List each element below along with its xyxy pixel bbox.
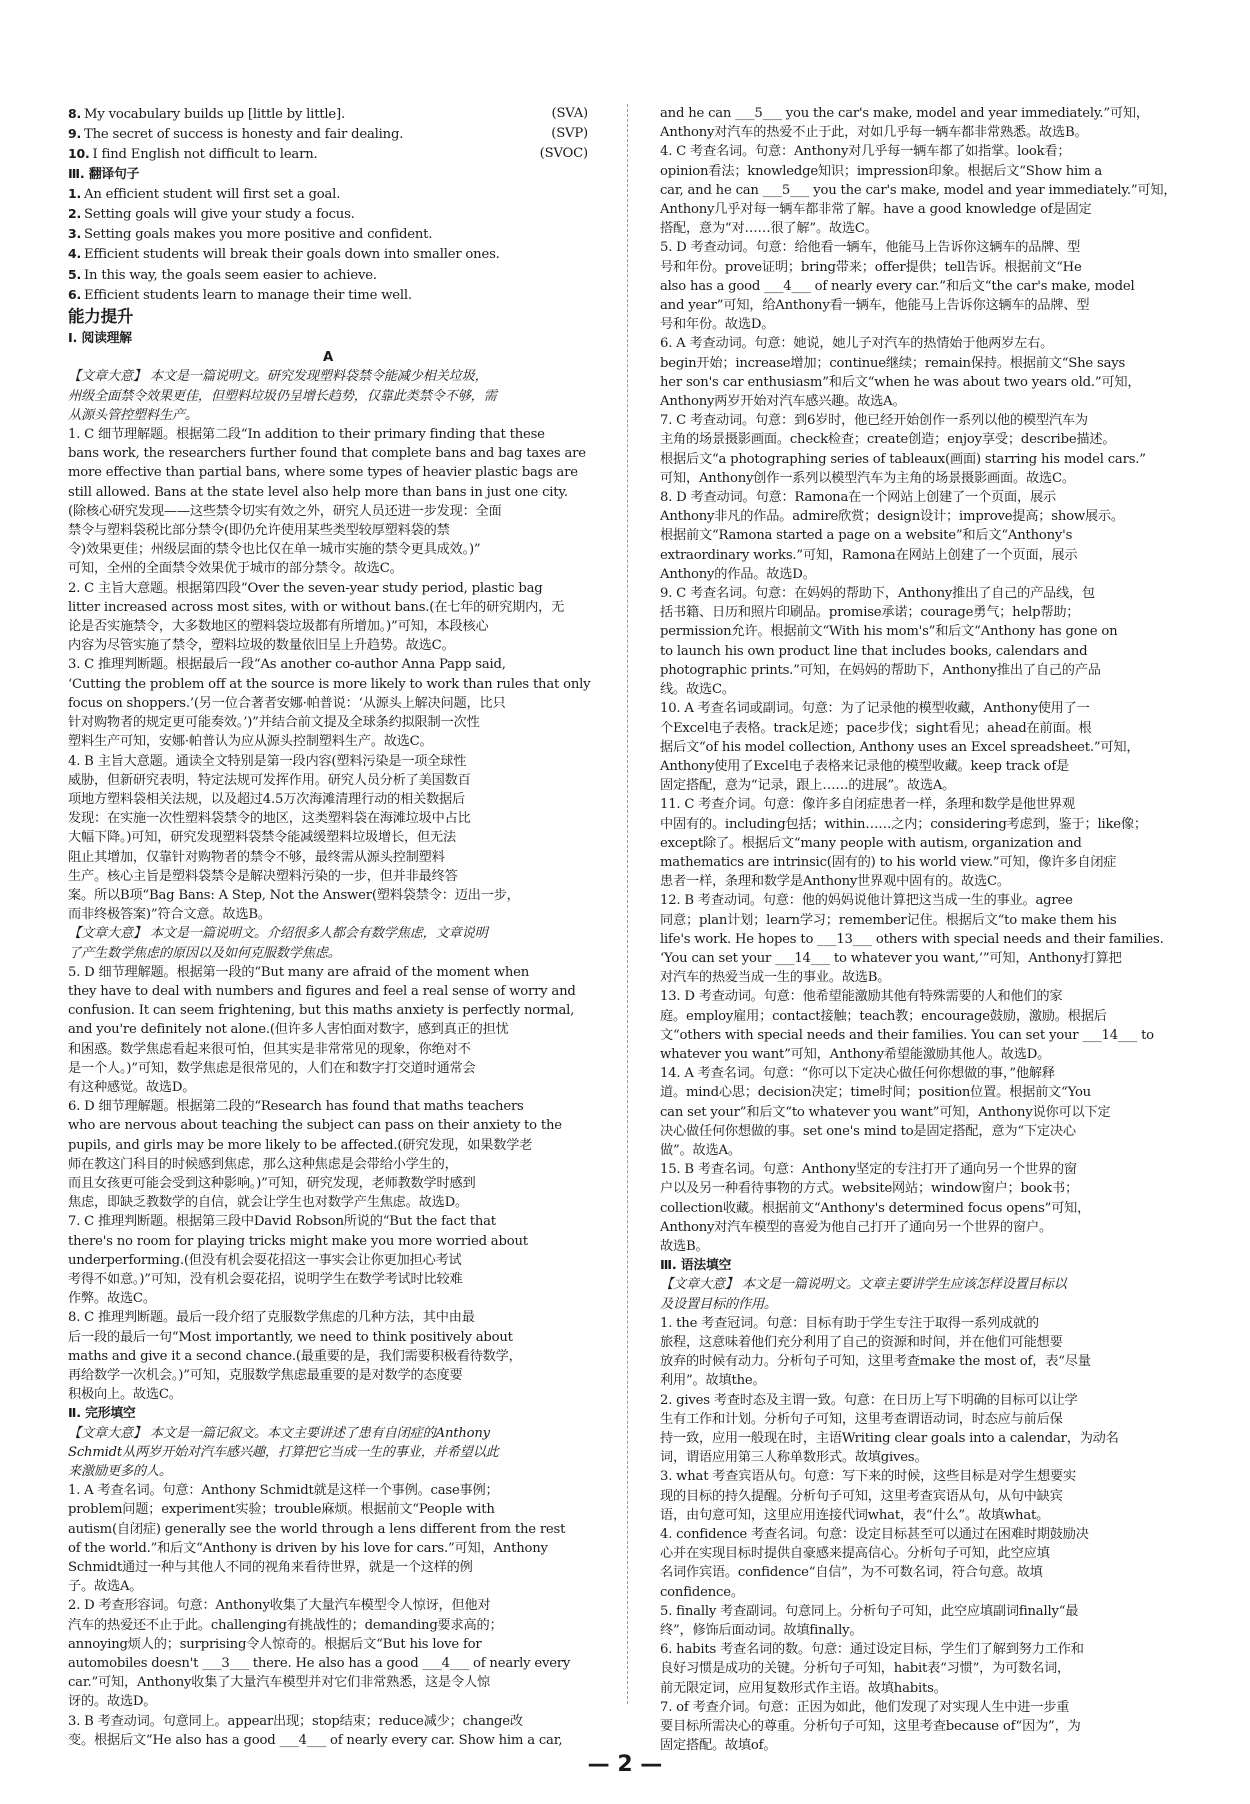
answer-line: 变。根据后文“He also has a good ___4___ of nearly every car. Show him a car, xyxy=(68,1732,563,1748)
answer-line: 1. A 考查名词。句意：Anthony Schmidt就是这样一个事例。case事例； xyxy=(68,1483,499,1499)
answer-line: 据后文“of his model collection, Anthony uses an Excel spreadsheet.”可知， xyxy=(660,739,1140,755)
sentence: My vocabulary builds up [little by little]. xyxy=(84,107,345,122)
answer-line: 决心做任何你想做的事。set one's mind to是固定搭配，意为“下定决心 xyxy=(660,1123,1076,1139)
answer-line: 固定搭配。故填of。 xyxy=(660,1738,777,1754)
answer-line: 同意；plan计划；learn学习；remember记住。根据后文“to make them his xyxy=(660,912,1117,928)
answer-line: (除核心研究发现——这些禁令切实有效之外，研究人员还进一步发现：全面 xyxy=(68,503,502,519)
item-number: 9. xyxy=(68,126,82,142)
answer-line: 患者一样，条理和数学是Anthony世界观中固有的。故选C。 xyxy=(660,874,1010,890)
item-number: 2. xyxy=(68,206,82,222)
answer-line: 2. gives 考查时态及主谓一致。句意：在日历上写下明确的目标可以让学 xyxy=(660,1392,1078,1408)
answer-line: whatever you want”可知，Anthony希望能激励其他人。故选D。 xyxy=(660,1046,1051,1062)
answer-line: 放弃的时候有动力。分析句子可知，这里考查make the most of，表“尽量 xyxy=(660,1354,1091,1370)
summary-line: Schmidt从两岁开始对汽车感兴趣，打算把它当成一生的事业，并希望以此 xyxy=(68,1444,499,1460)
summary-line: 【文章大意】 本文是一篇说明文。文章主要讲学生应该怎样设置目标以 xyxy=(660,1277,1067,1293)
answer-line: pupils, and girls may be more likely to be affected.(研究发现，如果数学老 xyxy=(68,1137,533,1153)
answer-line: and year”可知，给Anthony看一辆车，他能马上告诉你这辆车的品牌、型 xyxy=(660,298,1090,314)
answer-line: 6. D 细节理解题。根据第二段的“Research has found that maths teachers xyxy=(68,1099,524,1115)
answer-line: 有这种感觉。故选D。 xyxy=(68,1079,196,1095)
answer-line: 4. C 考查名词。句意：Anthony对几乎每一辆车都了如指掌。look看； xyxy=(660,144,1071,160)
answer-line: of the world.”和后文“Anthony is driven by his love for cars.”可知，Anthony xyxy=(68,1540,548,1556)
sentence: The secret of success is honesty and fair dealing. xyxy=(84,127,404,143)
answer-line: 生产。核心主旨是塑料袋禁令是解决塑料污染的一步，但并非最终答 xyxy=(68,868,458,884)
passage-label: A xyxy=(322,350,333,366)
answer-line: 针对购物者的规定更可能奏效。’)”并结合前文提及全球条约拟限制一次性 xyxy=(68,715,480,731)
section-title: Ⅰ. 阅读理解 xyxy=(68,331,132,347)
answer-line: 是一个人。)”可知，数学焦虑是很常见的，人们在和数字打交道时通常会 xyxy=(68,1060,476,1076)
answer-line: 名词作宾语。confidence“自信”，为不可数名词，符合句意。故填 xyxy=(660,1565,1043,1581)
answer-line: permission允许。根据前文“With his mom's”和后文“Anthony has gone on xyxy=(660,624,1118,640)
answer-line: more effective than partial bans, where some types of heavier plastic bags are xyxy=(68,465,578,481)
answer-line: 6. A 考查动词。句意：她说，她儿子对汽车的热情始于他两岁左右。 xyxy=(660,336,1054,352)
section-title: Ⅱ. 完形填空 xyxy=(68,1406,136,1422)
answer-line: 生有工作和计划。分析句子可知，这里考查谓语动词，时态应与前后保 xyxy=(660,1411,1063,1427)
answer-line: 子。故选A。 xyxy=(68,1579,143,1595)
section-title: Ⅲ. 语法填空 xyxy=(660,1258,732,1274)
structure-tag: (SVP) xyxy=(551,126,588,142)
answer-line: and you're definitely not alone.(但许多人害怕面对数字，感到真正的担忧 xyxy=(68,1022,509,1038)
answer-line: 论是否实施禁令，大多数地区的塑料袋垃圾都有所增加。)”可知，本段核心 xyxy=(68,619,489,635)
answer-line: Anthony非凡的作品。admire欣赏；design设计；improve提高；show展示。 xyxy=(660,509,1124,525)
answer-line: 7. of 考查介词。句意：正因为如此，他们发现了对实现人生中进一步重 xyxy=(660,1699,1070,1715)
answer-line: 师在教这门科目的时候感到焦虑，那么这种焦虑是会带给小学生的， xyxy=(68,1156,458,1172)
answer-line: 7. C 考查动词。句意：到6岁时，他已经开始创作一系列以他的模型汽车为 xyxy=(660,413,1088,429)
answer-line: 旅程，这意味着他们充分利用了自己的资源和时间，并在他们可能想要 xyxy=(660,1335,1063,1350)
answer-line: 语，由句意可知，这里应用连接代词what，表“什么”。故填what。 xyxy=(660,1507,1050,1523)
answer-line: 禁令与塑料袋税比部分禁令(即仍允许使用某些类型较厚塑料袋的禁 xyxy=(68,523,450,539)
sentence-text xyxy=(68,124,403,144)
answer-line: also has a good ___4___ of nearly every car.”和后文“the car's make, model xyxy=(660,278,1135,294)
answer-line: 和困惑。数学焦虑看起来很可怕，但其实是非常常见的现象，你绝对不 xyxy=(68,1041,471,1057)
answer-line: bans work, the researchers further found that complete bans and bag taxes are xyxy=(68,446,586,462)
answer-line: Anthony对汽车模型的喜爱为他自己打开了通向另一个世界的窗户。 xyxy=(660,1219,1052,1235)
answer-line: 8. C 推理判断题。最后一段介绍了克服数学焦虑的几种方法，其中由最 xyxy=(68,1310,475,1326)
answer-line: 搭配，意为“对……很了解”。故选C。 xyxy=(660,221,878,237)
summary-line: 了产生数学焦虑的原因以及如何克服数学焦虑。 xyxy=(68,945,341,961)
answer-line: 13. D 考查动词。句意：他希望能激励其他有特殊需要的人和他们的家 xyxy=(660,989,1063,1005)
translation-text: Efficient students will break their goals down into smaller ones. xyxy=(84,247,500,263)
answer-line: 14. A 考查名词。句意：“你可以下定决心做任何你想做的事，”他解释 xyxy=(660,1066,1055,1082)
answer-line: 现的目标的持久提醒。分析句子可知，这里考查宾语从句，从句中缺宾 xyxy=(660,1488,1063,1504)
answer-line: photographic prints.”可知，在妈妈的帮助下，Anthony推出了自己的产品 xyxy=(660,662,1101,678)
answer-line: 7. C 推理判断题。根据第三段中David Robson所说的“But the fact that xyxy=(68,1214,496,1230)
answer-line: 1. C 细节理解题。根据第二段“In addition to their primary finding that these xyxy=(68,427,545,443)
answer-line: maths and give it a second chance.(最重要的是，我们需要积极看待数学， xyxy=(68,1348,522,1364)
item-number: 6. xyxy=(68,286,82,302)
sentence-text xyxy=(68,104,345,124)
answer-line: 3. B 考查动词。句意同上。appear出现；stop结束；reduce减少；change改 xyxy=(68,1713,523,1729)
answer-line: 威胁，但新研究表明，特定法规可发挥作用。研究人员分析了美国数百 xyxy=(68,772,471,788)
answer-line: 3. C 推理判断题。根据最后一段“As another co-author Anna Papp said, xyxy=(68,657,506,673)
answer-line: to launch his own product line that includes books, calendars and xyxy=(660,643,1088,659)
answer-line: 讶的。故选D。 xyxy=(68,1694,157,1710)
answer-line: 积极向上。故选C。 xyxy=(68,1387,182,1403)
translation-text: An efficient student will first set a goal. xyxy=(84,186,341,202)
answer-line: underperforming.(但没有机会耍花招这一事实会让你更加担心考试 xyxy=(68,1252,462,1268)
item-number: 4. xyxy=(68,246,82,262)
answer-line: 2. D 考查形容词。句意：Anthony收集了大量汽车模型令人惊讶，但他对 xyxy=(68,1598,491,1614)
answer-line: her son's car enthusiasm”和后文“when he was about two years old.”可知， xyxy=(660,374,1141,390)
answer-line: 塑料生产可知，安娜·帕普认为应从源头控制塑料生产。故选C。 xyxy=(68,734,433,750)
answer-line: 词，谓语应用第三人称单数形式。故填gives。 xyxy=(660,1450,928,1466)
answer-line: 4. confidence 考查名词。句意：设定目标甚至可以通过在困难时期鼓励决 xyxy=(660,1527,1089,1543)
answer-line: focus on shoppers.’(另一位合著者安娜·帕普说：‘从源头上解决问题，比只 xyxy=(68,695,506,711)
summary-line: 【文章大意】 本文是一篇说明文。介绍很多人都会有数学焦虑，文章说明 xyxy=(68,926,488,942)
answer-line: opinion看法；knowledge知识；impression印象。根据后文“Show him a xyxy=(660,163,1103,179)
translation-item xyxy=(68,265,588,285)
answer-line: car, and he can ___5___ you the car's make, model and year immediately.”可知， xyxy=(660,182,1177,198)
answer-line: 作弊。故选C。 xyxy=(68,1291,156,1307)
answer-line: 做”。故选A。 xyxy=(660,1142,741,1158)
answer-line: still allowed. Bans at the state level also help more than bans in just one city. xyxy=(68,484,568,500)
summary-line: 州级全面禁令效果更佳，但塑料垃圾仍呈增长趋势，仅靠此类禁令不够，需 xyxy=(68,388,497,404)
translation-item xyxy=(68,224,588,244)
answer-line: 可知，Anthony创作一系列以模型汽车为主角的场景摄影画面。故选C。 xyxy=(660,470,1075,486)
answer-line: 令)效果更佳；州级层面的禁令也比仅在单一城市实施的禁令更具成效。)” xyxy=(68,542,481,558)
sentence: I find English not difficult to learn. xyxy=(92,147,318,163)
answer-line: 对汽车的热爱当成一生的事业。故选B。 xyxy=(660,970,891,986)
item-number: 8. xyxy=(68,106,82,121)
answer-line: 文“others with special needs and their families. You can set your ___14___ to xyxy=(660,1027,1154,1043)
answer-line: annoying烦人的；surprising令人惊奇的。根据后文“But his love for xyxy=(68,1636,482,1652)
answer-line: 项地方塑料袋相关法规，以及超过4.5万次海滩清理行动的相关数据后 xyxy=(68,791,466,807)
answer-line: 案。所以B项“Bag Bans: A Step, Not the Answer(塑料袋禁令：迈出一步， xyxy=(68,887,520,903)
answer-line: 前无限定词，应用复数形式作主语。故填habits。 xyxy=(660,1680,947,1696)
answer-line: 根据后文“a photographing series of tableaux(画面) starring his model cars.” xyxy=(660,451,1146,467)
translation-item xyxy=(68,244,588,264)
sentence-row xyxy=(68,104,588,124)
answer-line: 故选B。 xyxy=(660,1238,709,1254)
translation-text: Setting goals makes you more positive and confident. xyxy=(84,227,433,243)
answer-line: 固定搭配，意为“记录，跟上……的进展”。故选A。 xyxy=(660,778,956,794)
answer-line: 阻止其增加，仅靠针对购物者的禁令不够，最终需从源头控制塑料 xyxy=(68,849,445,865)
answer-line: 终”，修饰后面动词。故填finally。 xyxy=(660,1623,863,1639)
ability-heading: 能力提升 xyxy=(68,307,134,327)
right-column xyxy=(660,104,1180,1754)
answer-line: 可知，全州的全面禁令效果优于城市的部分禁令。故选C。 xyxy=(68,561,403,577)
summary-line: 【文章大意】 本文是一篇记叙文。本文主要讲述了患有自闭症的Anthony xyxy=(68,1425,490,1441)
summary-line: 【文章大意】 本文是一篇说明文。研究发现塑料袋禁令能减少相关垃圾， xyxy=(68,369,488,385)
translation-item xyxy=(68,184,588,204)
answer-line: 8. D 考查动词。句意：Ramona在一个网站上创建了一个页面，展示 xyxy=(660,490,1056,506)
answer-line: 内容为尽管实施了禁令，塑料垃圾的数量依旧呈上升趋势。故选C。 xyxy=(68,638,455,654)
item-number: 10. xyxy=(68,146,90,162)
answer-line: except除了。根据后文“many people with autism, organization and xyxy=(660,835,1082,851)
summary-line: 从源头管控塑料生产。 xyxy=(68,407,198,423)
answer-line: 根据前文“Ramona started a page on a website”和后文“Anthony's xyxy=(660,528,1073,544)
answer-line: who are nervous about teaching the subject can pass on their anxiety to the xyxy=(68,1118,562,1134)
answer-line: 焦虑，即缺乏教数学的自信，就会让学生也对数学产生焦虑。故选D。 xyxy=(68,1195,468,1211)
answer-line: ‘Cutting the problem off at the source is more likely to work than rules that only xyxy=(68,676,591,692)
translation-item xyxy=(68,285,588,305)
answer-line: Anthony几乎对每一辆车都非常了解。have a good knowledge of是固定 xyxy=(660,202,1092,218)
summary-line: 及设置目标的作用。 xyxy=(660,1296,777,1312)
left-column xyxy=(68,104,591,1748)
answer-line: they have to deal with numbers and figures and feel a real sense of worry and xyxy=(68,983,576,999)
answer-line: there's no room for playing tricks might make you more worried about xyxy=(68,1233,528,1249)
summary-line: 来激励更多的人。 xyxy=(68,1464,172,1480)
answer-line: 5. finally 考查副词。句意同上。分析句子可知，此空应填副词finally“最 xyxy=(660,1603,1079,1619)
answer-line: 再给数学一次机会。)”可知，克服数学焦虑最重要的是对数学的态度要 xyxy=(68,1368,463,1383)
answer-line: 汽车的热爱还不止于此。challenging有挑战性的；demanding要求高的； xyxy=(68,1617,503,1633)
answer-line: Anthony使用了Excel电子表格来记录他的模型收藏。keep track of是 xyxy=(660,758,1070,774)
item-number: 5. xyxy=(68,266,82,282)
answer-line: Anthony对汽车的热爱不止于此，对如几乎每一辆车都非常熟悉。故选B。 xyxy=(660,125,1088,141)
answer-line: automobiles doesn't ___3___ there. He also has a good ___4___ of nearly every xyxy=(68,1656,571,1672)
translation-text: In this way, the goals seem easier to achieve. xyxy=(84,267,377,283)
answer-line: 庭。employ雇用；contact接触；teach教；encourage鼓励，激励。根据后 xyxy=(660,1008,1107,1024)
answer-line: 良好习惯是成功的关键。分析句子可知，habit表“习惯”，为可数名词， xyxy=(660,1661,1071,1677)
translation-item xyxy=(68,204,588,224)
item-number: 3. xyxy=(68,226,82,242)
answer-line: 而非终极答案)”符合文意。故选B。 xyxy=(68,907,271,923)
answer-line: 4. B 主旨大意题。通读全文特别是第一段内容(塑料污染是一项全球性 xyxy=(68,753,467,769)
sentence-text xyxy=(68,144,317,164)
translation-text: Efficient students learn to manage their time well. xyxy=(84,287,412,303)
answer-line: 10. A 考查名词或副词。句意：为了记录他的模型收藏，Anthony使用了一 xyxy=(660,701,1090,717)
section-title: Ⅲ. 翻译句子 xyxy=(68,166,140,182)
answer-line: 5. D 考查动词。句意：给他看一辆车，他能马上告诉你这辆车的品牌、型 xyxy=(660,240,1081,256)
answer-line: 后一段的最后一句“Most importantly, we need to think positively about xyxy=(68,1329,513,1345)
structure-tag: (SVOC) xyxy=(539,146,588,162)
page-number: — 2 — xyxy=(587,1752,663,1777)
answer-line: 个Excel电子表格。track足迹；pace步伐；sight看见；ahead在前面。根 xyxy=(660,720,1092,736)
answer-line: 主角的场景摄影画面。check检查；create创造；enjoy享受；describe描述。 xyxy=(660,432,1116,448)
structure-tag: (SVA) xyxy=(551,106,588,121)
answer-line: 要目标所需决心的尊重。分析句子可知，这里考查because of“因为”，为 xyxy=(660,1719,1081,1735)
answer-line: collection收藏。根据前文“Anthony's determined focus opens”可知， xyxy=(660,1200,1091,1216)
answer-line: mathematics are intrinsic(固有的) to his world view.”可知，像许多自闭症 xyxy=(660,854,1117,870)
answer-line: 15. B 考查名词。句意：Anthony坚定的专注打开了通向另一个世界的窗 xyxy=(660,1162,1077,1178)
answer-line: and he can ___5___ you the car's make, model and year immediately.”可知， xyxy=(660,106,1149,121)
answer-line: 发现：在实施一次性塑料袋禁令的地区，这类塑料袋在海滩垃圾中占比 xyxy=(68,811,471,827)
answer-line: 中固有的。including包括；within……之内；considering考虑到，鉴于；like像； xyxy=(660,816,1147,832)
answer-line: 括书籍、日历和照片印刷品。promise承诺；courage勇气；help帮助； xyxy=(660,605,1080,621)
answer-line: Anthony两岁开始对汽车感兴趣。故选A。 xyxy=(660,394,906,410)
answer-line: 大幅下降。)可知，研究发现塑料袋禁令能减缓塑料垃圾增长，但无法 xyxy=(68,830,456,846)
answer-line: 11. C 考查介词。句意：像许多自闭症患者一样，条理和数学是他世界观 xyxy=(660,797,1075,813)
answer-line: 5. D 细节理解题。根据第一段的“But many are afraid of the moment when xyxy=(68,964,530,980)
answer-line: 3. what 考查宾语从句。句意：写下来的时候，这些目标是对学生想要实 xyxy=(660,1469,1076,1485)
answer-line: 利用”。故填the。 xyxy=(660,1373,766,1389)
answer-line: ‘You can set your ___14___ to whatever you want,’”可知，Anthony打算把 xyxy=(660,950,1122,966)
answer-line: life's work. He hopes to ___13___ others with special needs and their families. xyxy=(660,931,1164,947)
answer-line: 号和年份。prove证明；bring带来；offer提供；tell告诉。根据前文“He xyxy=(660,259,1082,275)
answer-line: 户以及另一种看待事物的方式。website网站；window窗户；book书； xyxy=(660,1181,1078,1197)
answer-line: Anthony的作品。故选D。 xyxy=(660,566,816,582)
item-number: 1. xyxy=(68,185,82,201)
answer-line: confusion. It can seem frightening, but this maths anxiety is perfectly normal, xyxy=(68,1003,575,1019)
sentence-row xyxy=(68,124,588,144)
answer-line: litter increased across most sites, with or without bans.(在七年的研究期内，无 xyxy=(68,599,565,615)
answer-line: problem问题；experiment实验；trouble麻烦。根据前文“People with xyxy=(68,1502,495,1518)
answer-line: 9. C 考查名词。句意：在妈妈的帮助下，Anthony推出了自己的产品线，包 xyxy=(660,586,1096,602)
answer-line: 线。故选C。 xyxy=(660,682,735,698)
answer-line: confidence。 xyxy=(660,1584,744,1600)
answer-line: begin开始；increase增加；continue继续；remain保持。根据前文“She says xyxy=(660,355,1126,371)
answer-line: 1. the 考查冠词。句意：目标有助于学生专注于取得一系列成就的 xyxy=(660,1315,1039,1331)
answer-line: Schmidt通过一种与其他人不同的视角来看待世界，就是一个这样的例 xyxy=(68,1560,473,1576)
answer-line: extraordinary works.”可知，Ramona在网站上创建了一个页面，展示 xyxy=(660,547,1078,563)
translation-text: Setting goals will give your study a focus. xyxy=(84,207,355,223)
answer-line: 持一致，应用一般现在时，主语Writing clear goals into a calendar，为动名 xyxy=(660,1431,1119,1447)
answer-line: 12. B 考查动词。句意：他的妈妈说他计算把这当成一生的事业。agree xyxy=(660,893,1073,909)
answer-line: 2. C 主旨大意题。根据第四段“Over the seven-year study period, plastic bag xyxy=(68,580,543,596)
answer-line: 心并在实现目标时提供自豪感来提高信心。分析句子可知，此空应填 xyxy=(660,1546,1050,1562)
answer-line: autism(自闭症) generally see the world through a lens different from the rest xyxy=(68,1521,566,1537)
answer-line: 号和年份。故选D。 xyxy=(660,317,775,333)
answer-line: 道。mind心思；decision决定；time时间；position位置。根据前文“You xyxy=(660,1085,1091,1101)
answer-line: 考得不如意。)”可知，没有机会耍花招，说明学生在数学考试时比较难 xyxy=(68,1271,463,1287)
answer-line: car.”可知，Anthony收集了大量汽车模型并对它们非常熟悉，这是令人惊 xyxy=(68,1675,491,1691)
answer-line: 而且女孩更可能会受到这种影响。)”可知，研究发现，老师教数学时感到 xyxy=(68,1175,476,1191)
answer-line: 6. habits 考查名词的数。句意：通过设定目标，学生们了解到努力工作和 xyxy=(660,1642,1084,1658)
column-divider xyxy=(627,104,629,1704)
answer-line: can set your”和后文“to whatever you want”可知，Anthony说你可以下定 xyxy=(660,1104,1111,1120)
sentence-row xyxy=(68,144,588,164)
